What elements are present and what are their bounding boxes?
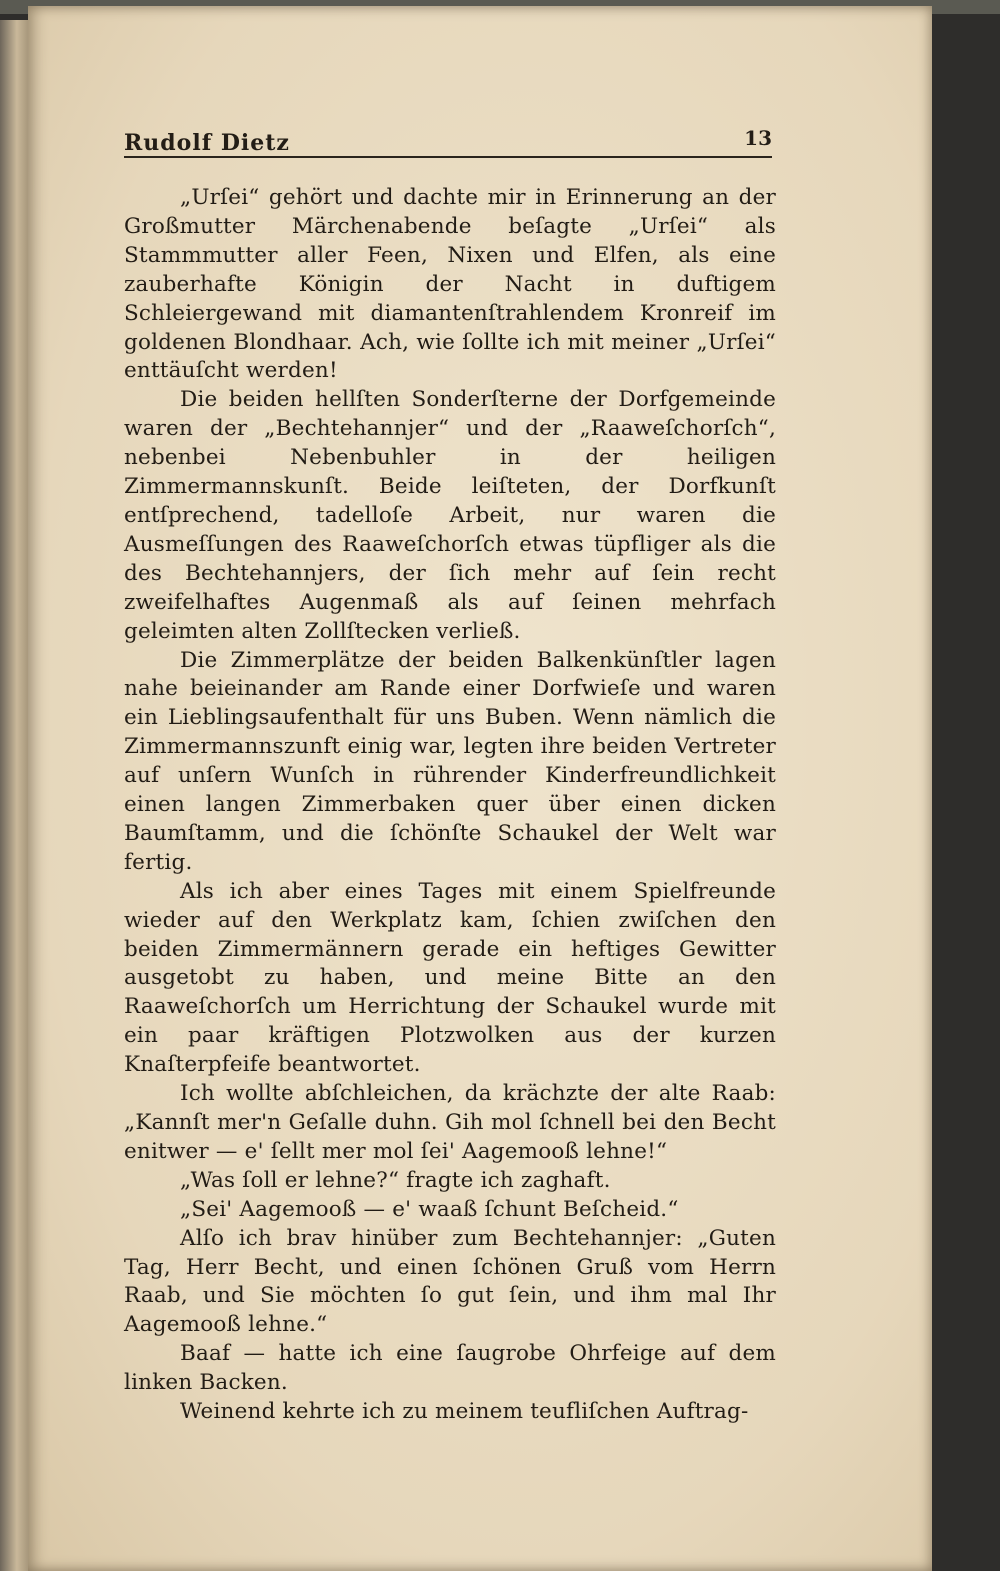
paragraph: Ich wollte abſchleichen, da krächzte der alte Raab: „Kannſt mer'n Geſalle duhn. Gih mol ſchnell bei den Becht enitwer — e' ſellt mer mol ſei' Aagemooß lehne!“ [124, 1081, 776, 1164]
page-number: 13 [744, 126, 772, 150]
book-page [28, 6, 932, 1571]
paragraph: Als ich aber eines Tages mit einem Spielfreunde wieder auf den Werkplatz kam, ſchien zwiſchen den beiden Zimmermännern gerade ein heftiges Gewitter ausgetobt zu haben, und meine Bitte an den Raaweſchorſch um Herrichtung der Schaukel wurde mit ein paar kräftigen Plotzwolken aus der kurzen Knaſterpfeife beantwortet. [124, 878, 776, 1078]
paragraph: Die Zimmerplätze der beiden Balkenkünſtler lagen nahe beieinander am Rande einer Dorfwieſe und waren ein Lieblingsaufenthalt für uns Buben. Wenn nämlich die Zimmermannszunft einig war, legten ihre beiden Vertreter auf unſern Wunſch in rührender Kinderfreundlichkeit einen langen Zimmerbaken quer über einen dicken Baumſtamm, und die ſchönſte Schaukel der Welt war fertig. [124, 647, 776, 875]
running-head: Rudolf Dietz [124, 130, 290, 156]
paragraph: „Was ſoll er lehne?“ fragte ich zaghaft. [180, 1167, 611, 1193]
paragraph: „Sei' Aagemooß — e' waaß ſchunt Beſcheid.“ [180, 1196, 679, 1222]
body-text [124, 184, 776, 1427]
paragraph: „Urſei“ gehört und dachte mir in Erinnerung an der Großmutter Märchenabende beſagte „Urſei“ als Stammmutter aller Feen, Nixen und Elfen, als eine zauberhafte Königin der Nacht in duftigem Schleiergewand mit diamantenſtrahlendem Kronreif im goldenen Blondhaar. Ach, wie ſollte ich mit meiner „Urſei“ enttäuſcht werden! [124, 185, 776, 384]
paragraph: Alſo ich brav hinüber zum Bechtehannjer: „Guten Tag, Herr Becht, und einen ſchönen Gruß vom Herrn Raab, und Sie möchten ſo gut ſein, und ihm mal Ihr Aagemooß lehne.“ [124, 1225, 776, 1338]
paragraph: Die beiden hellſten Sonderſterne der Dorfgemeinde waren der „Bechtehannjer“ und der „Raaweſchorſch“, nebenbei Nebenbuhler in der heiligen Zimmermannskunſt. Beide leiſteten, der Dorfkunſt entſprechend, tadelloſe Arbeit, nur waren die Ausmeſſungen des Raaweſchorſch etwas tüpfliger als die des Bechtehannjers, der ſich mehr auf ſein recht zweifelhaftes Augenmaß als auf ſeinen mehrfach geleimten alten Zollſtecken verließ. [124, 387, 776, 644]
facing-page-edge [0, 20, 28, 1571]
paragraph: Weinend kehrte ich zu meinem teufliſchen Auftrag- [180, 1399, 749, 1425]
page-header [124, 120, 772, 158]
paragraph: Baaf — hatte ich eine ſaugrobe Ohrfeige auf dem linken Backen. [124, 1341, 776, 1396]
